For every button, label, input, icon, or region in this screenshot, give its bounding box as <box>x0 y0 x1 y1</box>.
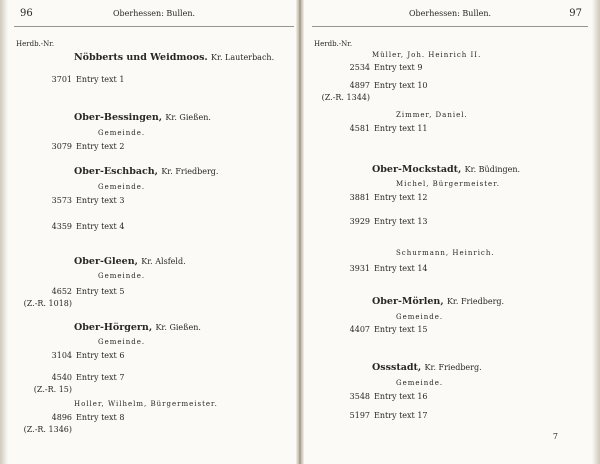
right-page-edge <box>592 0 600 464</box>
owner-line: Gemeinde. <box>396 379 444 387</box>
left-column-head: Herdb.-Nr. <box>16 40 55 48</box>
left-page-number: 96 <box>20 8 33 19</box>
owner-line: Schurmann, Heinrich. <box>396 249 495 257</box>
right-header-rule <box>312 26 588 27</box>
owner-line: Holler, Wilhelm, Bürgermeister. <box>74 400 218 408</box>
owner-line: Gemeinde. <box>98 338 146 346</box>
left-header-rule <box>14 26 294 27</box>
section-heading: Ober-Eschbach, Kr. Friedberg. <box>74 166 219 177</box>
left-running-title: Oberhessen: Bullen. <box>112 9 196 18</box>
section-heading: Ossstadt, Kr. Friedberg. <box>372 362 482 373</box>
right-page-header <box>312 8 588 24</box>
owner-line: Müller, Joh. Heinrich II. <box>372 51 482 59</box>
book-gutter <box>296 0 304 464</box>
left-page-header <box>14 8 294 24</box>
owner-line: Gemeinde. <box>98 272 146 280</box>
left-page-edge <box>0 0 8 464</box>
right-page-number: 97 <box>569 8 582 19</box>
owner-line: Gemeinde. <box>98 129 146 137</box>
owner-line: Gemeinde. <box>396 313 444 321</box>
left-page: 96 Oberhessen: Bullen. Herdb.-Nr. Nöbberts und Weidmoos. Kr. Lauterbach. 3701 Entry text 1 Ober-Bessingen, Kr. Gießen. Gemeinde. 3079 Entry text 2 Ober-Eschbach, Kr. Friedberg. Gemeinde. 3573 Entry text 3 4359 Entry text 4 Ober-Gleen, Kr. Alsfeld. Gemeinde. 4652 Entry text 5 (Z.-R. 1018) Ober-Hörgern, Kr. Gießen. Gemeinde. 3104 Entry text 6 4540 Entry text 7 (Z.-R. 15) Holler, Wilhelm, Bürgermeister. 4896 Entry text 8 (Z.-R. 1346) <box>14 0 294 464</box>
signature-mark: 7 <box>552 432 558 441</box>
right-running-title: Oberhessen: Bullen. <box>408 9 492 18</box>
section-heading: Ober-Mockstadt, Kr. Büdingen. <box>372 164 521 175</box>
owner-line: Zimmer, Daniel. <box>396 111 468 119</box>
right-column-head: Herdb.-Nr. <box>314 40 353 48</box>
right-page: Oberhessen: Bullen. 97 Herdb.-Nr. Müller, Joh. Heinrich II. 2534 Entry text 9 4897 Entry text 10 (Z.-R. 1344) Zimmer, Daniel. 4581 Entry text 11 Ober-Mockstadt, Kr. Büdingen. Michel, Bürgermeister. 3881 Entry text 12 3929 Entry text 13 Schurmann, Heinrich. 3931 Entry text 14 Ober-Mörlen, Kr. Friedberg. Gemeinde. 4407 Entry text 15 Ossstadt, Kr. Friedberg. Gemeinde. 3548 Entry text 16 5197 Entry text 17 7 <box>312 0 588 464</box>
section-heading: Ober-Bessingen, Kr. Gießen. <box>74 112 211 123</box>
section-heading: Ober-Hörgern, Kr. Gießen. <box>74 322 201 333</box>
section-heading: Ober-Mörlen, Kr. Friedberg. <box>372 296 505 307</box>
owner-line: Gemeinde. <box>98 183 146 191</box>
owner-line: Michel, Bürgermeister. <box>396 180 501 188</box>
section-heading: Nöbberts und Weidmoos. Kr. Lauterbach. <box>74 52 275 63</box>
section-heading: Ober-Gleen, Kr. Alsfeld. <box>74 256 186 267</box>
